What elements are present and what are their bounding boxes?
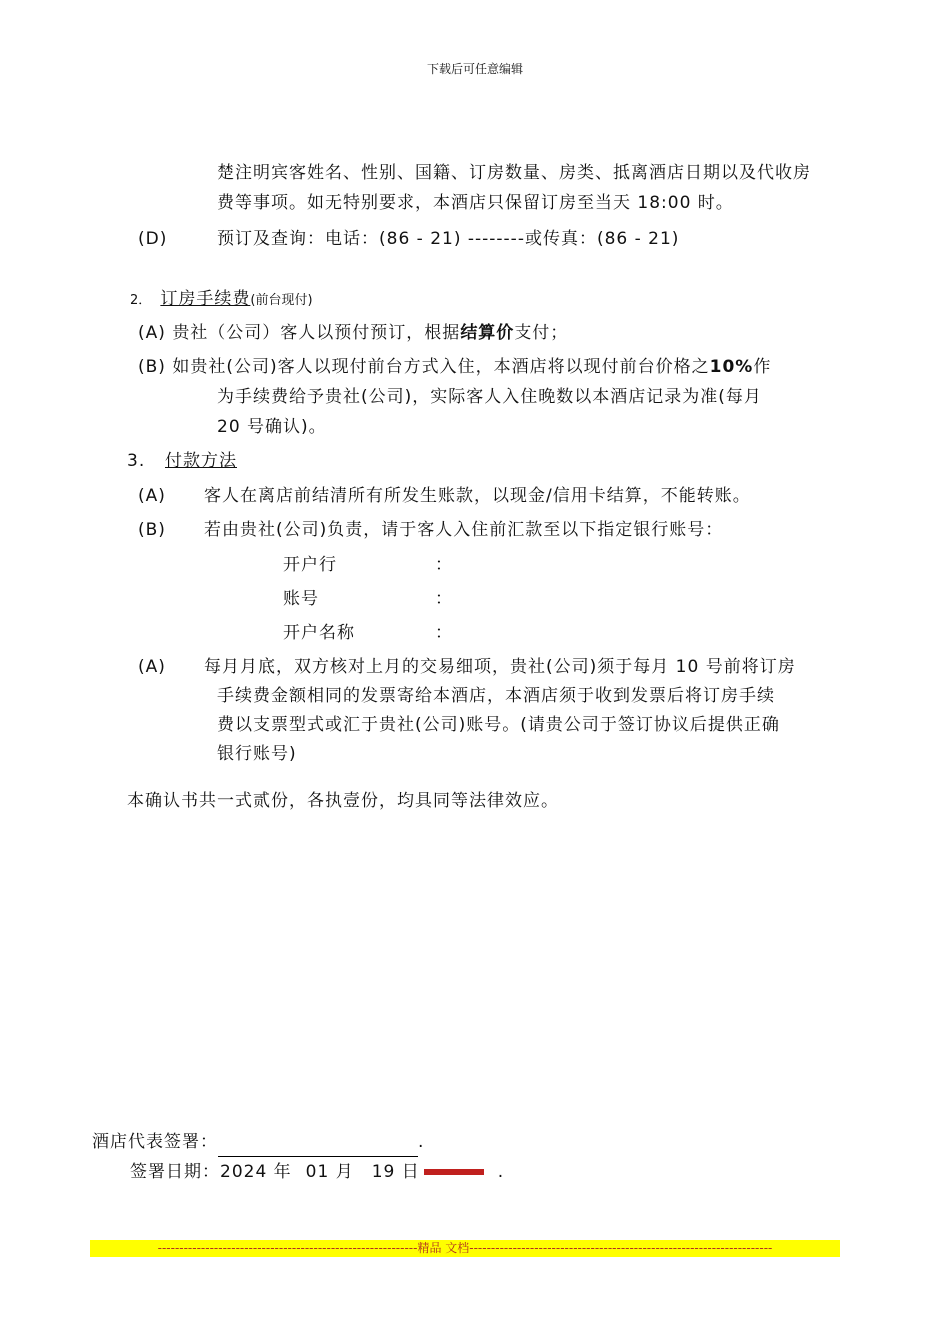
signing-date-label: 签署日期： — [130, 1162, 220, 1182]
section-2-heading — [130, 284, 313, 316]
section-3-number: 3. — [127, 451, 146, 471]
footer-label: 精品 文档 — [417, 1241, 470, 1255]
d-clause-label: (D) — [138, 229, 168, 249]
signature-line — [218, 1138, 418, 1157]
bank-field-colon: ： — [435, 555, 453, 575]
footer-dashes-left: ------------------------------------------------------------ — [157, 1241, 418, 1255]
section-2-a-text-2: 支付； — [514, 323, 569, 343]
section-2-a-text-1: 贵社（公司）客人以预付预订，根据 — [172, 323, 461, 343]
d-clause-line-3: 预订及查询：电话：(86 - 21) --------或传真：(86 - 21) — [217, 229, 680, 249]
bank-field-label: 开户名称 — [283, 623, 355, 643]
d-clause-line-2: 费等事项。如无特别要求，本酒店只保留订房至当天 18:00 时。 — [217, 193, 734, 213]
signing-year: 2024 年 — [220, 1162, 292, 1182]
section-2-b-text-2: 作 — [753, 357, 772, 377]
bank-field-label: 开户行 — [283, 555, 337, 575]
section-2-a-label: (A) — [138, 323, 166, 343]
section-2-a-bold: 结算价 — [460, 323, 515, 343]
section-2-title: 订房手续费 — [160, 289, 251, 309]
closing-statement: 本确认书共一式贰份，各执壹份，均具同等法律效应。 — [127, 791, 559, 811]
signing-day: 19 日 — [371, 1162, 420, 1182]
section-2-b-text-1: 如贵社(公司)客人以现付前台方式入住，本酒店将以现付前台价格之 — [172, 357, 710, 377]
section-3-c-line-2: 手续费金额相同的发票寄给本酒店，本酒店须于收到发票后将订房手续 — [217, 686, 775, 706]
section-2-item-a — [138, 318, 568, 348]
section-3-title: 付款方法 — [165, 451, 237, 471]
bank-field-label: 账号 — [283, 589, 319, 609]
hotel-rep-label: 酒店代表签署： — [92, 1132, 218, 1152]
section-3-b-label: (B) — [138, 520, 166, 540]
signing-month: 01 月 — [305, 1162, 354, 1182]
bank-field-colon: ： — [435, 623, 453, 643]
hotel-rep-signature — [92, 1127, 424, 1157]
section-3-a-label: (A) — [138, 486, 166, 506]
signing-date-end: . — [497, 1162, 505, 1182]
footer-banner — [90, 1240, 840, 1257]
section-3-c-line-1: 每月月底，双方核对上月的交易细项，贵社(公司)须于每月 10 号前将订房 — [204, 657, 796, 677]
section-2-suffix: (前台现付) — [250, 293, 313, 308]
d-clause-line-1: 楚注明宾客姓名、性别、国籍、订房数量、房类、抵离酒店日期以及代收房 — [217, 163, 811, 183]
section-3-c-line-4: 银行账号) — [217, 744, 297, 764]
signature-line-end: . — [418, 1132, 425, 1152]
section-2-b-label: (B) — [138, 357, 166, 377]
section-2-number: 2． — [130, 293, 152, 308]
section-3-c-label: (A) — [138, 657, 166, 677]
signing-date — [130, 1157, 504, 1187]
section-3-a-text: 客人在离店前结清所有所发生账款，以现金/信用卡结算，不能转账。 — [204, 486, 751, 506]
section-2-b-line-2: 为手续费给予贵社(公司)，实际客人入住晚数以本酒店记录为准(每月 — [217, 387, 762, 407]
section-2-item-b — [138, 352, 771, 382]
bank-field-colon: ： — [435, 589, 453, 609]
red-mark — [424, 1169, 484, 1175]
header-note: 下载后可任意编辑 — [426, 62, 523, 76]
footer-dashes-right: ---------------------------------------------------------------------- — [469, 1241, 773, 1255]
section-3-b-text: 若由贵社(公司)负责，请于客人入住前汇款至以下指定银行账号： — [204, 520, 724, 540]
section-2-b-line-3: 20 号确认)。 — [217, 417, 327, 437]
section-3-c-line-3: 费以支票型式或汇于贵社(公司)账号。(请贵公司于签订协议后提供正确 — [217, 715, 780, 735]
section-2-b-bold: 10% — [709, 357, 754, 377]
